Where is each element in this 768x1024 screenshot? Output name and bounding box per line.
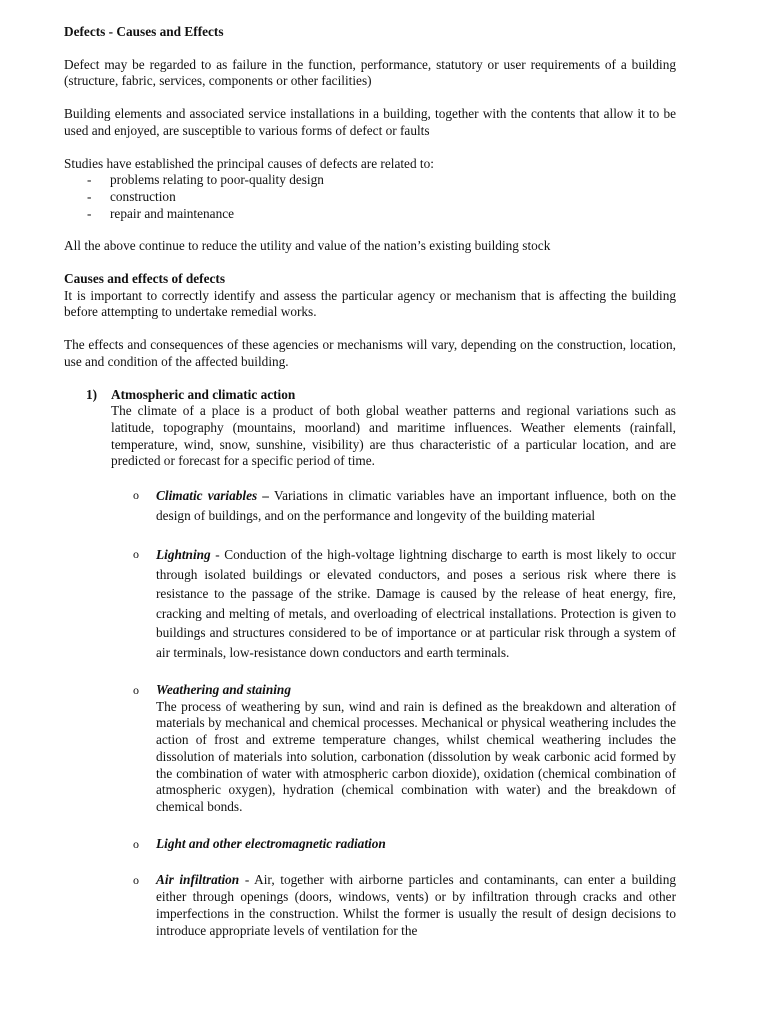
bullet-marker: o — [133, 488, 139, 503]
dash-marker: - — [87, 205, 92, 221]
list-item — [64, 172, 676, 189]
bullet-term: Light and other electromagnetic radiation — [156, 835, 386, 851]
intro-paragraph-2: Building elements and associated service installations in a building, together with the contents that allow it to be used and enjoyed, are susceptible to various forms of defect or faults — [64, 106, 676, 138]
numbered-section-1 — [86, 387, 676, 940]
bullet-air-infiltration — [111, 872, 676, 939]
cause-text: problems relating to poor-quality design — [110, 172, 324, 188]
bullet-text: The process of weathering by sun, wind and rain is defined as the breakdown and alteration of materials by mechanical and chemical processes. Mechanical or physical weathering includes the action of frost and extreme temperature changes, whilst chemical weathering includes the dissolution of materials into solution, carbonation (dissolution by weak carbonic acid formed by the combination of water with atmospheric carbon dioxide), oxidation (chemical combination of atmospheric oxygen), hydration (chemical combination with water) and the breakdown of chemical bonds. — [156, 698, 676, 814]
document-page — [64, 24, 676, 959]
item-body: The climate of a place is a product of both global weather patterns and regional variations such as latitude, topography (mountains, moorland) and maritime influences. Weather elements (rainfall, temperature, wind, snow, sunshine, visibility) are thus characteristic of a particular location, and are predicted or forecast for a specific period of time. — [111, 403, 676, 469]
summary-paragraph: All the above continue to reduce the utility and value of the nation’s existing building stock — [64, 238, 551, 254]
document-title: Defects - Causes and Effects — [64, 24, 224, 39]
bullet-term: Lightning — [156, 547, 211, 563]
dash-marker: - — [87, 188, 92, 204]
bullet-list — [86, 486, 676, 939]
cause-text: construction — [110, 188, 176, 204]
studies-intro: Studies have established the principal causes of defects are related to: — [64, 155, 434, 171]
item-number: 1) — [86, 386, 98, 402]
bullet-term: Climatic variables – — [156, 488, 270, 504]
intro-paragraph-1: Defect may be regarded to as failure in the function, performance, statutory or user requirements of a building (structure, fabric, services, components or other facilities) — [64, 56, 676, 89]
section-paragraph-1: It is important to correctly identify and assess the particular agency or mechanism that is affecting the building before attempting to undertake remedial works. — [64, 287, 676, 320]
bullet-term: Air infiltration — [156, 872, 240, 888]
list-item — [64, 189, 676, 206]
causes-list — [64, 172, 676, 222]
section-paragraph-2: The effects and consequences of these agencies or mechanisms will vary, depending on the construction, location, use and condition of the affected building. — [64, 337, 676, 369]
bullet-marker: o — [133, 836, 139, 851]
bullet-text: Variations in climatic variables have an important influence, both on the design of buildings, and on the performance and longevity of the building material — [156, 488, 676, 523]
list-item — [64, 206, 676, 223]
cause-text: repair and maintenance — [110, 205, 235, 221]
item-heading-text: Atmospheric and climatic action — [111, 386, 296, 402]
bullet-marker: o — [133, 547, 139, 562]
bullet-marker: o — [133, 873, 139, 888]
dash-marker: - — [87, 172, 92, 188]
section-heading: Causes and effects of defects — [64, 271, 226, 287]
bullet-text: - Air, together with airborne particles and contaminants, can enter a building either through openings (doors, windows, vents) or by infiltration through cracks and other imperfections in the construction. Whilst the former is usually the result of design decisions to introduce appropriate levels of ventilation for the — [156, 872, 677, 938]
numbered-heading — [86, 387, 676, 404]
bullet-marker: o — [133, 683, 139, 698]
bullet-lightning — [111, 545, 676, 662]
bullet-climatic-variables — [111, 486, 676, 525]
bullet-weathering — [111, 682, 676, 816]
bullet-light-radiation — [111, 836, 676, 853]
bullet-text: - Conduction of the high-voltage lightning discharge to earth is most likely to occur through isolated buildings or elevated conductors, and poses a serious risk where there is resistance to the passage of the strike. Damage is caused by the release of heat energy, fire, cracking and melting of metals, and overloading of electrical installations. Protection is given to buildings and structures considered to be of importance or at particular risk through a system of air terminals, low-resistance down conductors and earth terminals. — [156, 547, 676, 660]
bullet-term: Weathering and staining — [156, 682, 291, 698]
